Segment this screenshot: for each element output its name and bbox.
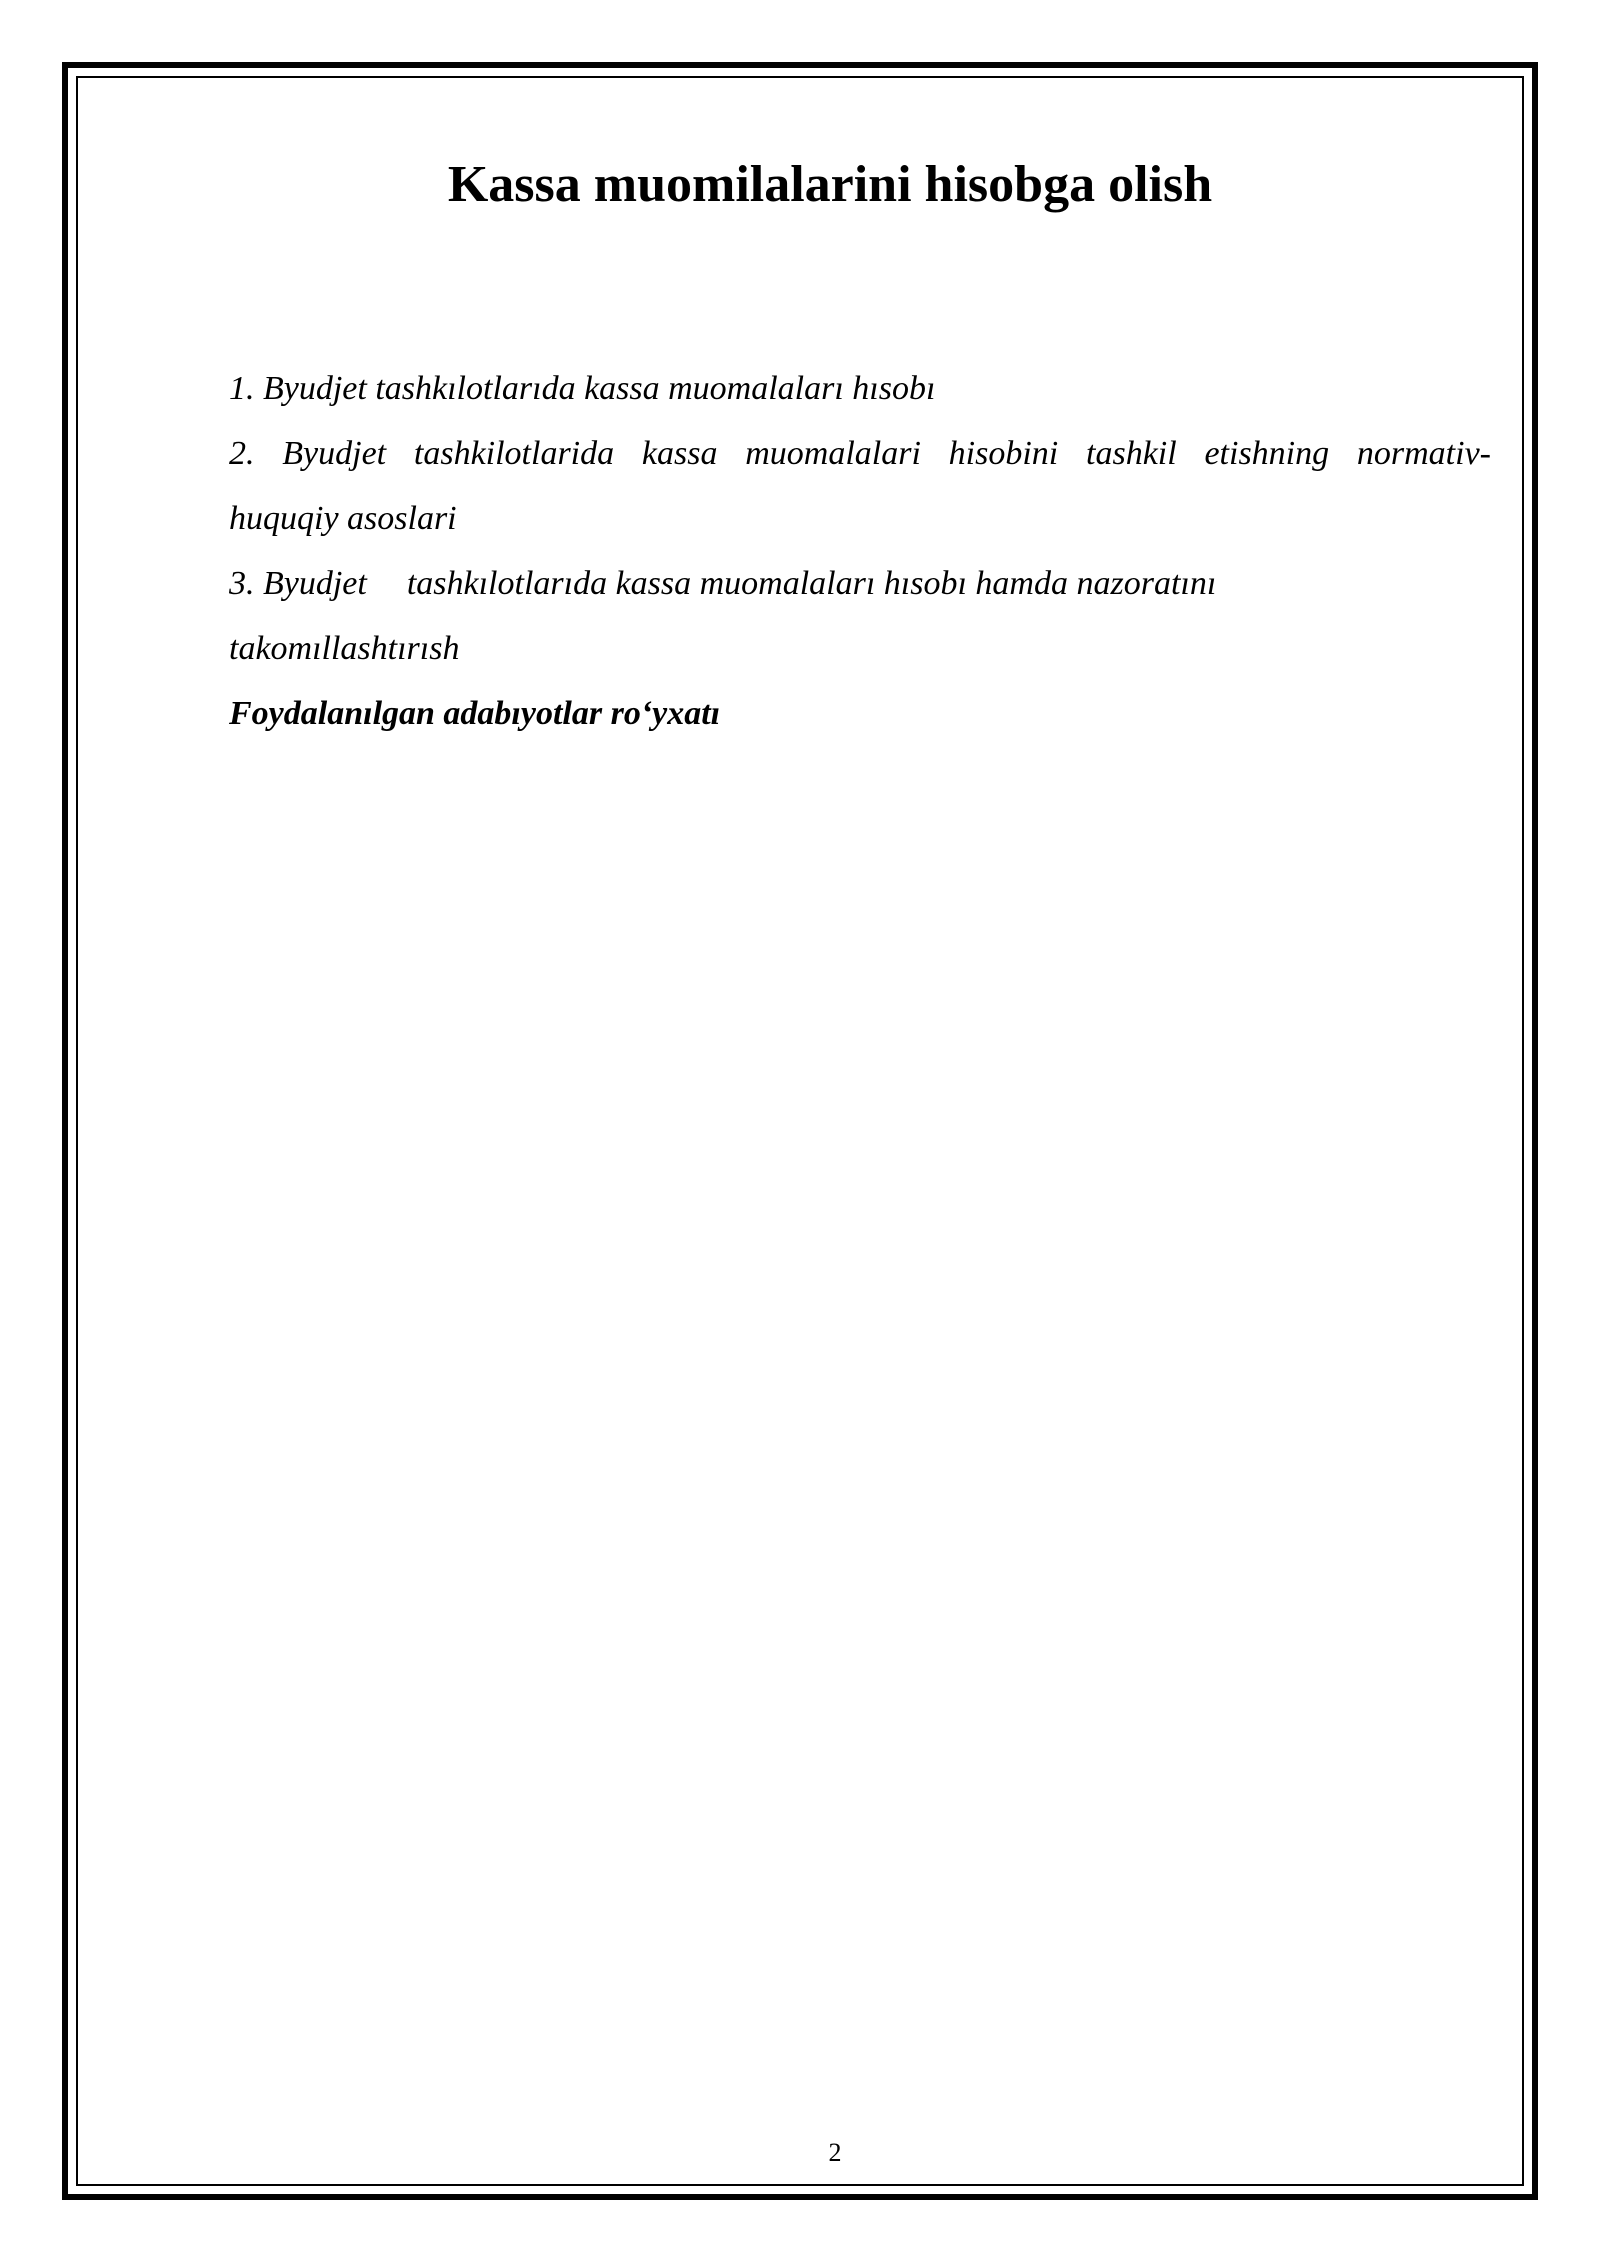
toc-item-3-text: tashkılotlarıda kassa muomalaları hısobı hamda nazoratını <box>406 565 1217 602</box>
toc-item-2-line-1: 2. Byudjet tashkilotlarida kassa muomalalari hisobini tashkil etishning normativ- <box>229 435 1491 472</box>
toc-item-2 <box>229 421 1491 551</box>
table-of-contents <box>229 356 1491 746</box>
toc-item-1 <box>229 356 1491 421</box>
toc-item-references-text: Foydalanılgan adabıyotlar ro‘yxatı <box>229 695 721 732</box>
toc-item-3-line-2: takomıllashtırısh <box>229 630 460 667</box>
toc-item-1-text: 1. Byudjet tashkılotlarıda kassa muomalaları hısobı <box>229 370 936 407</box>
toc-item-2-line-2: huquqiy asoslari <box>229 500 457 537</box>
toc-item-3-number: 3. Byudjet <box>229 565 367 602</box>
toc-item-3-line-1 <box>229 551 1491 616</box>
toc-item-3 <box>229 551 1491 681</box>
page-number: 2 <box>828 2138 842 2167</box>
page-title: Kassa muomilalarini hisobga olish <box>447 156 1213 213</box>
toc-item-references <box>229 681 1491 746</box>
